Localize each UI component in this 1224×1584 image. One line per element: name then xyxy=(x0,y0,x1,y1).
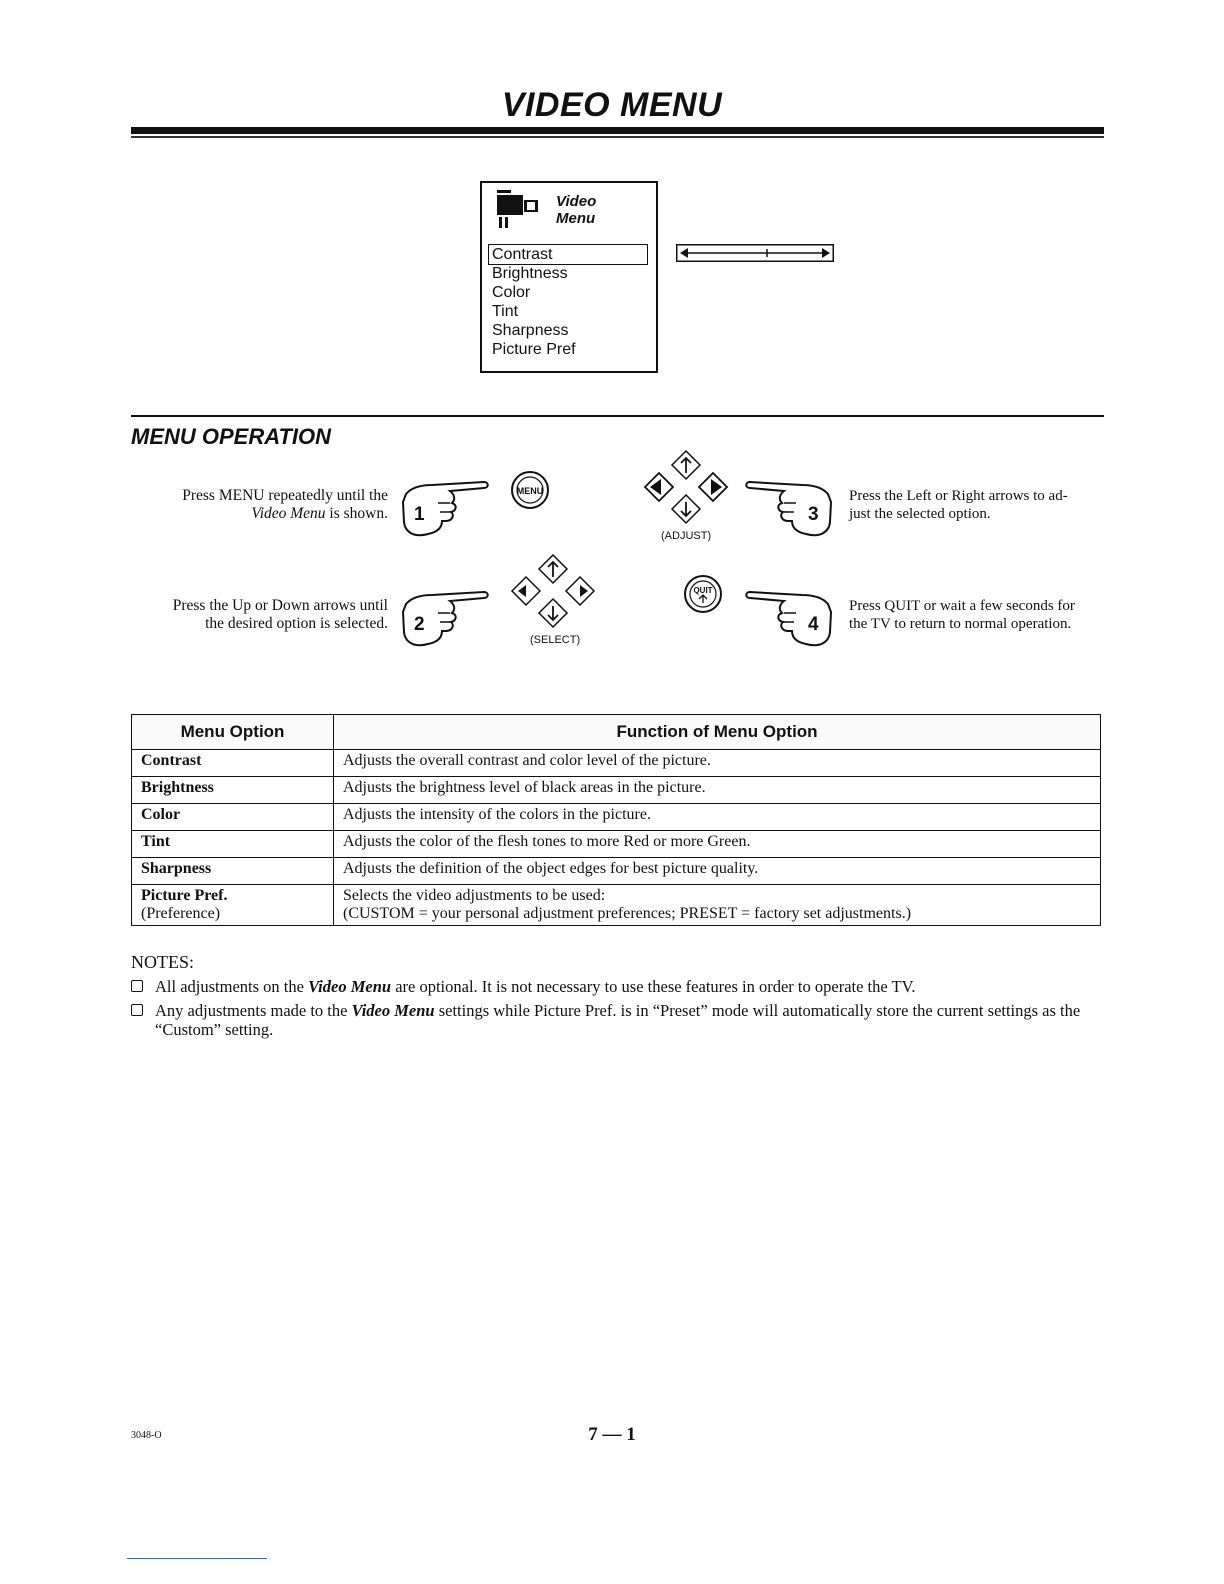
step-1-after: is shown. xyxy=(325,505,388,522)
option-cell: Contrast xyxy=(132,750,334,777)
step-1-text xyxy=(130,487,388,523)
menu-button-label: MENU xyxy=(516,486,544,496)
step-2-line1: Press the Up or Down arrows until xyxy=(172,597,388,614)
function-cell xyxy=(334,885,1101,926)
step-4-hand-icon xyxy=(730,582,836,652)
step-2-line2: the desired option is selected. xyxy=(205,615,388,632)
note-2-italic: Video Menu xyxy=(351,1001,435,1020)
function-cell: Adjusts the color of the flesh tones to more Red or more Green. xyxy=(334,831,1101,858)
table-row xyxy=(132,831,1101,858)
step-2-hand-icon xyxy=(398,582,504,652)
function-line2: (CUSTOM = your personal adjustment preferences; PRESET = factory set adjustments.) xyxy=(343,905,912,922)
option-subtitle: (Preference) xyxy=(141,905,221,922)
option-cell xyxy=(132,885,334,926)
step-3-hand-icon xyxy=(730,472,836,542)
header-function: Function of Menu Option xyxy=(334,715,1101,750)
quit-button-icon xyxy=(683,574,723,614)
video-camera-icon xyxy=(494,190,540,230)
table-header-row xyxy=(132,715,1101,750)
step-3-number: 3 xyxy=(808,504,819,525)
note-2-after: settings while Picture Pref. is in “Preset” mode will automatically store the current settings as the “Custom” setting. xyxy=(155,1001,1081,1039)
function-cell: Adjusts the overall contrast and color level of the picture. xyxy=(334,750,1101,777)
note-1-after: are optional. It is not necessary to use these features in order to operate the TV. xyxy=(391,977,916,996)
step-2-number: 2 xyxy=(414,614,425,635)
note-1-before: All adjustments on the xyxy=(155,977,309,996)
table-row xyxy=(132,777,1101,804)
section-rule xyxy=(131,415,1104,417)
step-1-number: 1 xyxy=(414,504,425,525)
adjust-caption: (ADJUST) xyxy=(661,530,712,542)
option-cell: Tint xyxy=(132,831,334,858)
osd-item-picture-pref: Picture Pref xyxy=(492,341,576,358)
step-1-line1: Press MENU repeatedly until the xyxy=(182,487,388,504)
page-title: VIDEO MENU xyxy=(501,86,723,124)
function-cell: Adjusts the brightness level of black areas in the picture. xyxy=(334,777,1101,804)
step-4-line1: Press QUIT or wait a few seconds for xyxy=(849,598,1075,614)
table-row xyxy=(132,885,1101,926)
osd-item-color: Color xyxy=(492,284,531,301)
function-cell: Adjusts the intensity of the colors in the picture. xyxy=(334,804,1101,831)
table-row xyxy=(132,750,1101,777)
step-4-text xyxy=(849,597,1111,633)
adjust-slider-icon xyxy=(676,244,834,262)
title-rule-thin xyxy=(131,136,1104,138)
table-row xyxy=(132,858,1101,885)
notes-title: NOTES: xyxy=(131,952,194,972)
option-cell: Sharpness xyxy=(132,858,334,885)
step-1-hand-icon xyxy=(398,472,504,542)
note-2 xyxy=(131,1001,1091,1039)
checkbox-bullet-icon xyxy=(131,980,143,992)
step-4-line2: the TV to return to normal operation. xyxy=(849,616,1072,632)
header-menu-option: Menu Option xyxy=(132,715,334,750)
step-2-text xyxy=(130,597,388,633)
step-3-line1: Press the Left or Right arrows to ad- xyxy=(849,488,1068,504)
section-title: MENU OPERATION xyxy=(131,424,332,449)
step-3-line2: just the selected option. xyxy=(849,506,991,522)
step-3-text xyxy=(849,487,1111,523)
bottom-rule xyxy=(127,1558,267,1559)
function-cell: Adjusts the definition of the object edges for best picture quality. xyxy=(334,858,1101,885)
osd-item-sharpness: Sharpness xyxy=(492,322,569,339)
step-1-italic: Video Menu xyxy=(251,505,326,522)
note-1-italic: Video Menu xyxy=(308,977,392,996)
step-4-number: 4 xyxy=(808,614,819,635)
select-caption: (SELECT) xyxy=(530,634,581,646)
osd-title xyxy=(556,193,596,227)
note-1 xyxy=(131,977,1091,996)
footer-code: 3048-O xyxy=(131,1430,162,1441)
select-arrow-pad-icon xyxy=(508,553,598,631)
osd-title-line1: Video xyxy=(556,193,597,210)
osd-item-tint: Tint xyxy=(492,303,519,320)
option-cell: Color xyxy=(132,804,334,831)
note-2-before: Any adjustments made to the xyxy=(155,1001,352,1020)
osd-item-contrast: Contrast xyxy=(492,246,553,263)
adjust-arrow-pad-icon xyxy=(641,449,731,527)
checkbox-bullet-icon xyxy=(131,1004,143,1016)
step-1-line2 xyxy=(130,505,388,523)
page-number: 7 — 1 xyxy=(588,1424,636,1445)
table-row xyxy=(132,804,1101,831)
option-cell: Brightness xyxy=(132,777,334,804)
osd-title-line2: Menu xyxy=(556,210,596,227)
title-rule xyxy=(131,127,1104,134)
menu-options-table xyxy=(131,714,1101,926)
quit-button-label: QUIT xyxy=(693,586,713,595)
osd-item-brightness: Brightness xyxy=(492,265,568,282)
menu-button-icon xyxy=(510,470,550,510)
option-name: Picture Pref. xyxy=(141,887,228,904)
function-line1: Selects the video adjustments to be used: xyxy=(343,887,606,904)
